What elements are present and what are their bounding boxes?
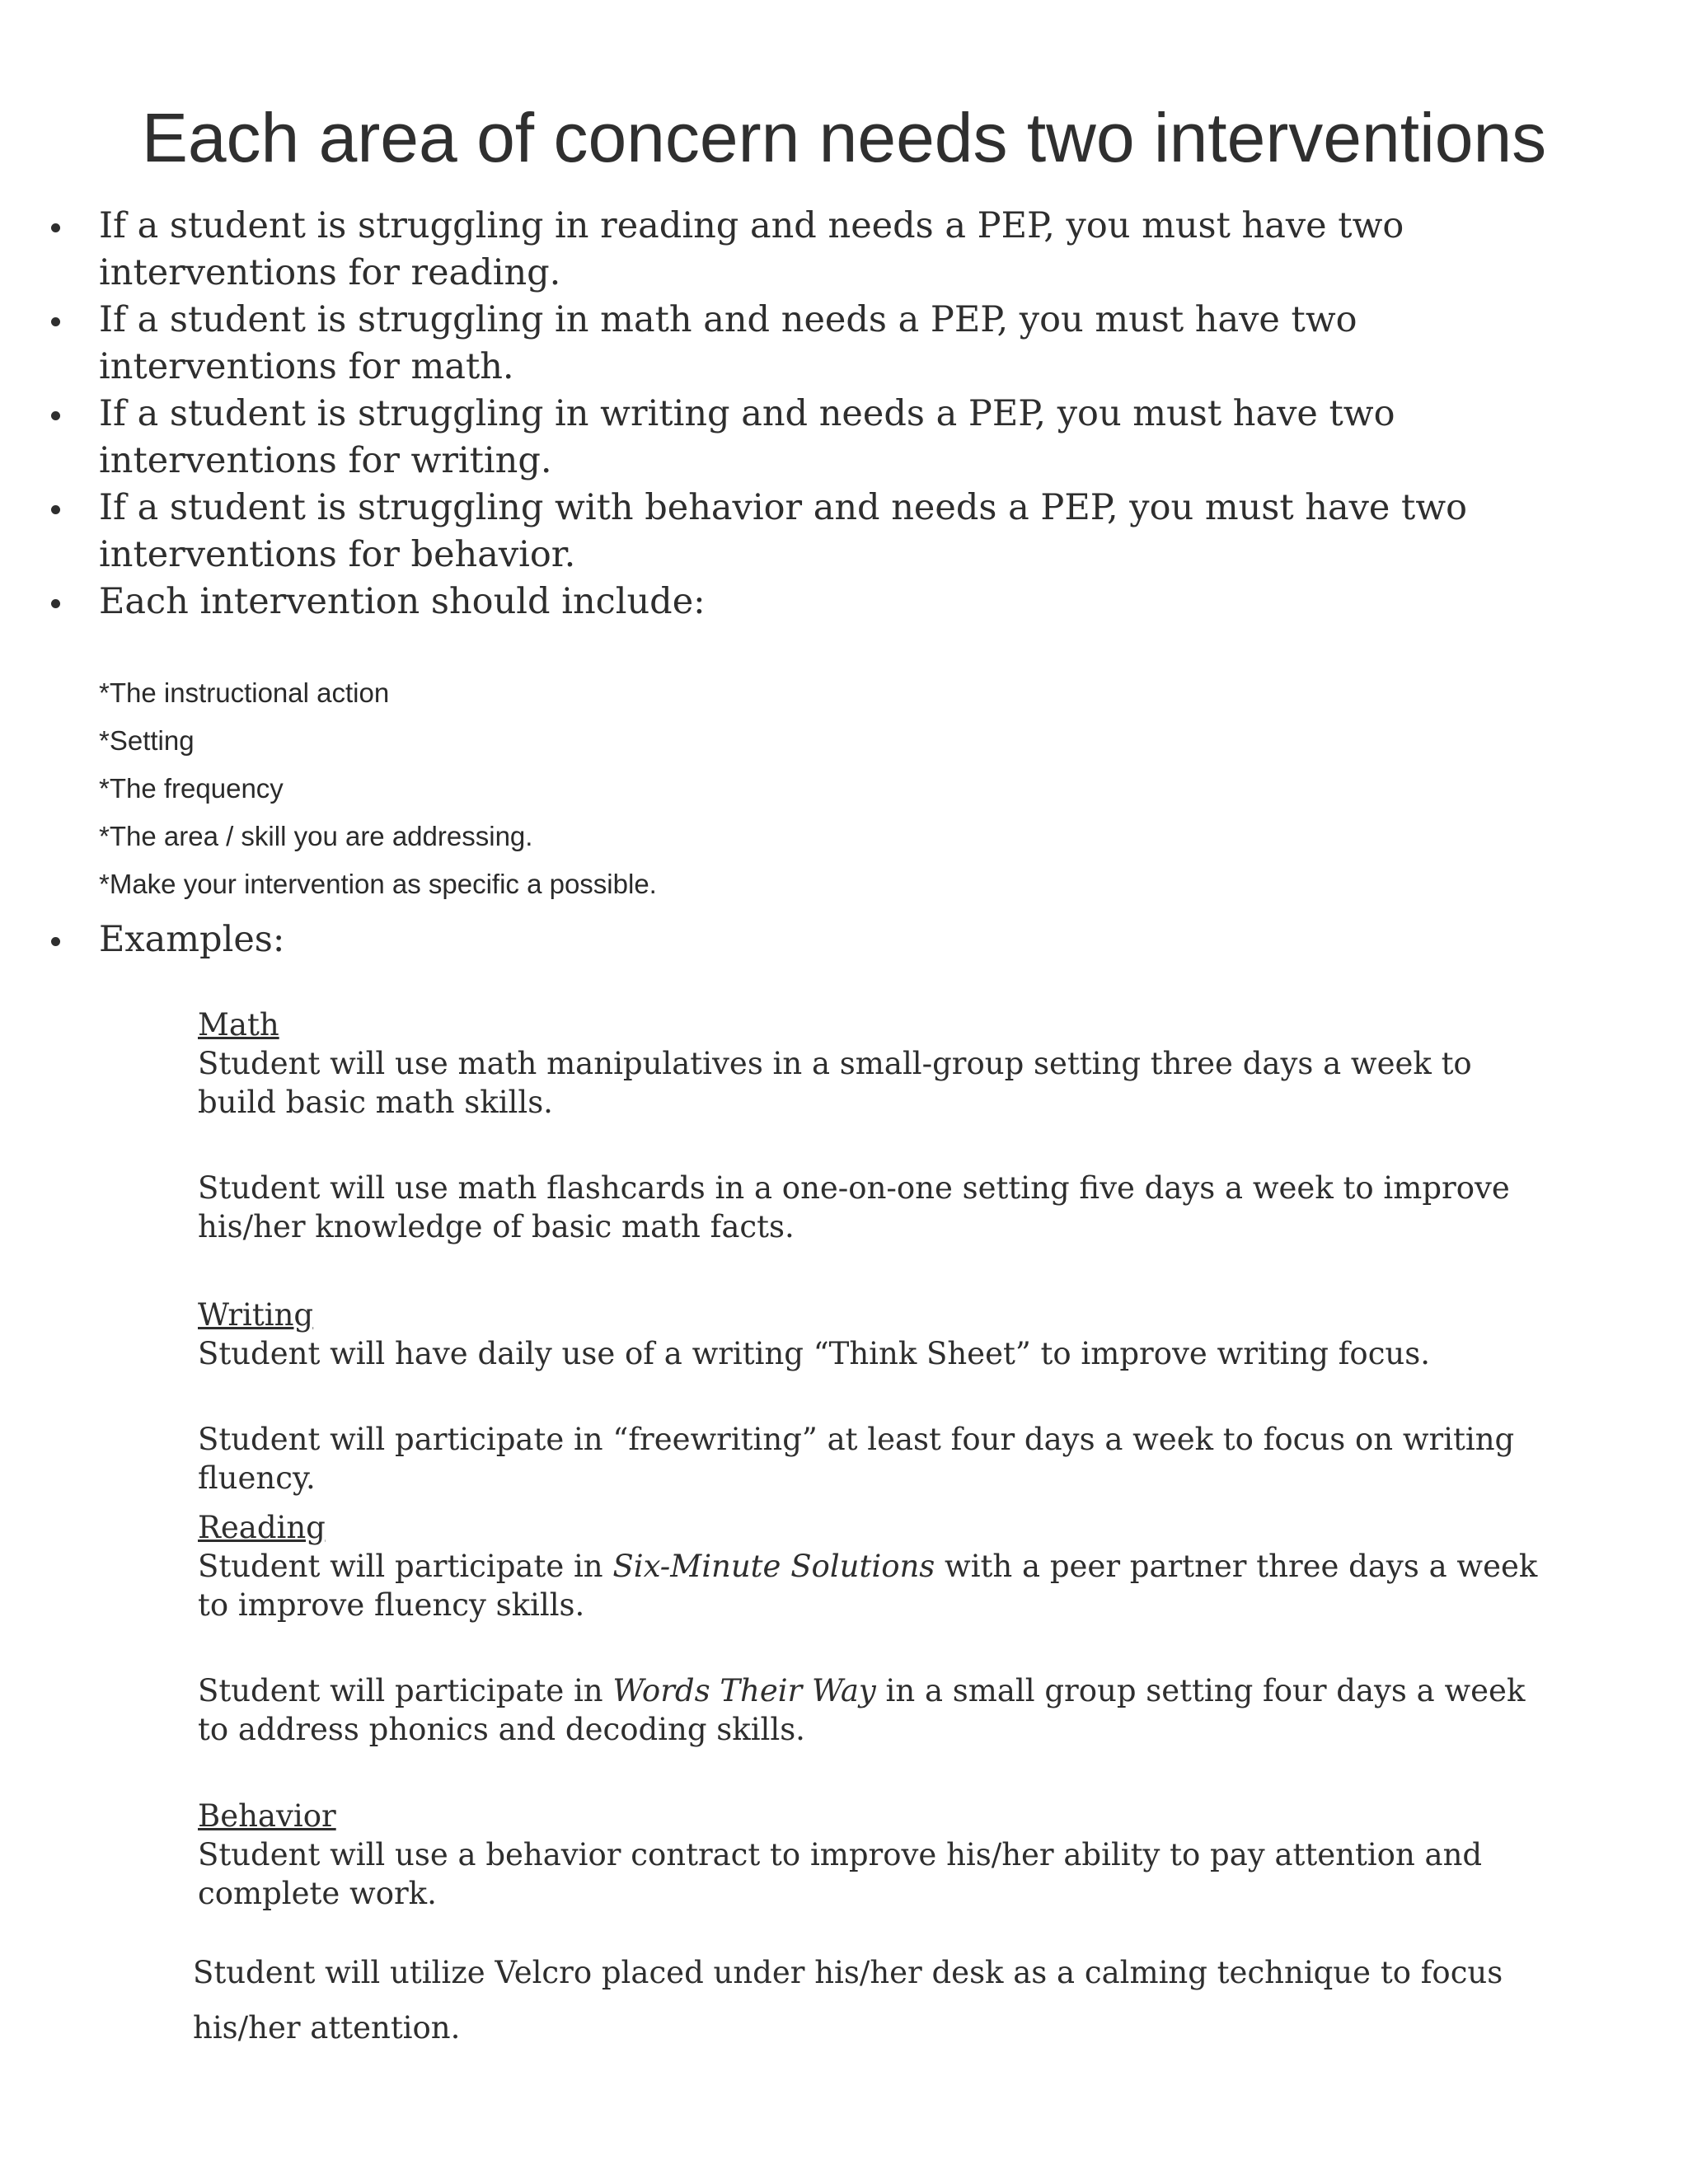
example-section-behavior bbox=[198, 1797, 1558, 1913]
section-heading-behavior: Behavior bbox=[198, 1798, 336, 1834]
bullet-dot-icon bbox=[51, 505, 60, 514]
bullet-writing bbox=[0, 391, 1591, 485]
reading-example-2: Student will participate in Words Their Way in a small group setting four days a week to address phonics and decoding skills. bbox=[198, 1673, 1526, 1747]
bullet-dot-icon bbox=[51, 317, 60, 326]
behavior-example-2: Student will utilize Velcro placed under his/her desk as a calming technique to focus his/her attention. bbox=[193, 1955, 1503, 2046]
bullet-reading bbox=[0, 203, 1591, 297]
section-heading-math: Math bbox=[198, 1007, 279, 1043]
reading-example-1: Student will participate in Six-Minute Solutions with a peer partner three days a week to improve fluency skills. bbox=[198, 1549, 1538, 1623]
example-section-writing bbox=[198, 1296, 1558, 1497]
program-title: Words Their Way bbox=[612, 1673, 876, 1708]
bullet-math bbox=[0, 297, 1591, 391]
behavior-example-1: Student will use a behavior contract to improve his/her ability to pay attention and complete work. bbox=[198, 1837, 1483, 1911]
bullet-text: If a student is struggling with behavior and needs a PEP, you must have two interventions for behavior. bbox=[99, 487, 1468, 575]
intervention-criteria-list bbox=[99, 669, 657, 908]
writing-example-2: Student will participate in “freewriting” at least four days a week to focus on writing fluency. bbox=[198, 1422, 1515, 1496]
criteria-item: *The instructional action bbox=[99, 677, 390, 708]
program-title: Six-Minute Solutions bbox=[612, 1549, 935, 1584]
bullet-text: If a student is struggling in writing and needs a PEP, you must have two interventions for writing. bbox=[99, 393, 1395, 481]
bullet-dot-icon bbox=[51, 937, 60, 946]
criteria-item: *Setting bbox=[99, 725, 195, 756]
criteria-item: *The area / skill you are addressing. bbox=[99, 821, 533, 851]
bullet-text: Each intervention should include: bbox=[99, 581, 706, 622]
bullet-dot-icon bbox=[51, 223, 60, 232]
math-example-2: Student will use math flashcards in a one-on-one setting five days a week to improve his/her knowledge of basic math facts. bbox=[198, 1170, 1510, 1244]
bullet-dot-icon bbox=[51, 599, 60, 608]
bullet-each-intervention bbox=[0, 579, 1591, 626]
criteria-item: *Make your intervention as specific a possible. bbox=[99, 869, 657, 899]
writing-example-1: Student will have daily use of a writing “Think Sheet” to improve writing focus. bbox=[198, 1336, 1430, 1371]
page-title: Each area of concern needs two interventions bbox=[141, 99, 1547, 176]
criteria-item: *The frequency bbox=[99, 773, 284, 804]
section-heading-reading: Reading bbox=[198, 1510, 326, 1545]
examples-bullet bbox=[0, 916, 1591, 963]
bullet-dot-icon bbox=[51, 411, 60, 420]
example-section-math bbox=[198, 1005, 1558, 1246]
bullet-behavior bbox=[0, 485, 1591, 579]
examples-label: Examples: bbox=[99, 919, 285, 960]
requirements-list bbox=[0, 203, 1688, 626]
bullet-text: If a student is struggling in reading and needs a PEP, you must have two interventions for reading. bbox=[99, 205, 1404, 293]
bullet-text: If a student is struggling in math and needs a PEP, you must have two interventions for math. bbox=[99, 299, 1357, 387]
section-heading-writing: Writing bbox=[198, 1297, 314, 1333]
example-section-reading bbox=[198, 1508, 1558, 1749]
math-example-1: Student will use math manipulatives in a small-group setting three days a week to build basic math skills. bbox=[198, 1046, 1472, 1120]
